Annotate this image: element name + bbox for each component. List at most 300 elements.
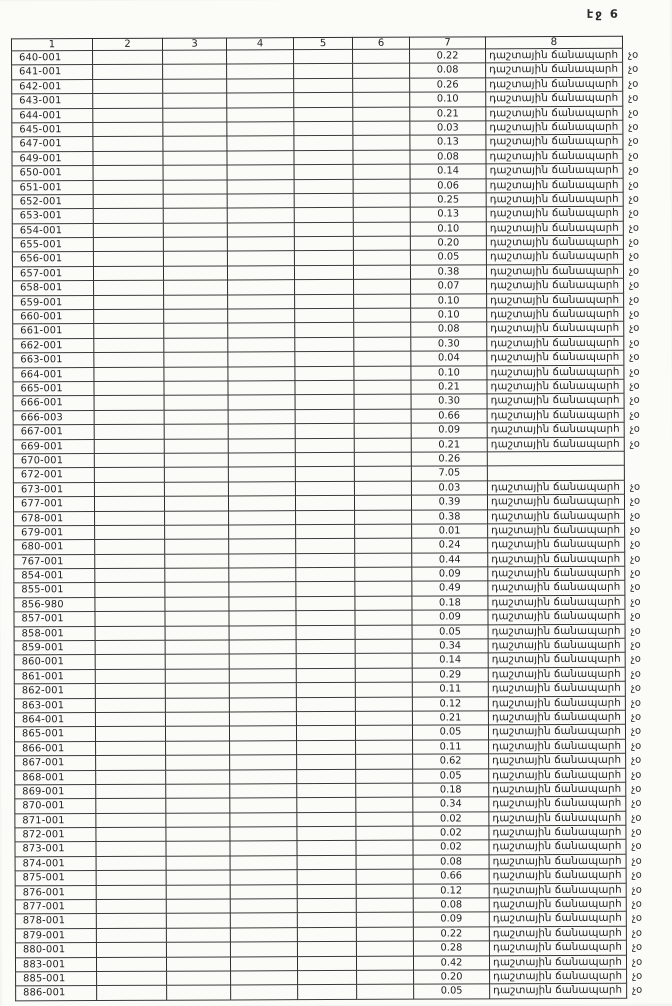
label-cell: դաշտային ճանապարհ	[488, 596, 625, 611]
label-cell: դաշտային ճանապարհ	[487, 178, 624, 193]
empty-cell	[93, 94, 163, 109]
empty-cell	[228, 180, 295, 195]
empty-cell	[94, 180, 164, 195]
code-cell: 862-001	[14, 684, 96, 699]
empty-cell	[297, 683, 356, 698]
code-cell: 654-001	[12, 224, 94, 239]
edge-fragment-text: չօ	[628, 193, 639, 205]
empty-cell	[230, 698, 297, 713]
edge-fragment-text: չօ	[628, 107, 639, 119]
empty-cell	[227, 50, 294, 65]
code-cell: 663-001	[12, 353, 94, 368]
empty-cell	[165, 410, 229, 425]
empty-cell	[229, 396, 296, 411]
empty-cell	[164, 309, 228, 324]
code-cell: 666-003	[13, 411, 95, 426]
empty-cell	[355, 424, 412, 439]
empty-cell	[93, 151, 163, 166]
empty-cell	[353, 136, 410, 151]
empty-cell	[165, 612, 229, 627]
value-cell: 0.24	[412, 539, 488, 554]
empty-cell	[228, 352, 295, 367]
empty-cell	[356, 784, 413, 799]
empty-cell	[167, 928, 231, 943]
empty-cell	[164, 324, 228, 339]
empty-cell	[164, 166, 228, 181]
value-cell: 0.25	[411, 193, 487, 208]
code-cell: 670-001	[13, 454, 95, 469]
empty-cell	[296, 453, 355, 468]
value-cell: 0.13	[411, 208, 487, 223]
value-cell: 0.10	[410, 93, 486, 108]
empty-cell	[357, 971, 414, 986]
empty-cell	[166, 799, 230, 814]
empty-cell	[164, 209, 228, 224]
value-cell: 0.08	[410, 64, 486, 79]
empty-cell	[355, 481, 412, 496]
empty-cell	[97, 885, 167, 900]
code-cell: 886-001	[15, 986, 97, 1001]
value-cell: 0.38	[411, 265, 487, 280]
edge-fragment-text: չօ	[631, 956, 643, 968]
value-cell: 0.14	[413, 654, 489, 669]
label-cell: դաշտային ճանապարհ	[488, 581, 625, 596]
empty-cell	[357, 985, 414, 1000]
empty-cell	[231, 885, 298, 900]
empty-cell	[355, 409, 412, 424]
empty-cell	[166, 842, 230, 857]
empty-cell	[298, 885, 357, 900]
empty-cell	[163, 79, 227, 94]
empty-cell	[356, 740, 413, 755]
empty-cell	[356, 697, 413, 712]
code-cell: 879-001	[15, 929, 97, 944]
empty-cell	[167, 943, 231, 958]
data-table	[11, 36, 672, 1002]
value-cell: 0.26	[410, 78, 486, 93]
empty-cell	[298, 928, 357, 943]
empty-cell	[230, 755, 297, 770]
empty-cell	[97, 972, 167, 987]
empty-cell	[165, 597, 229, 612]
empty-cell	[95, 497, 165, 512]
label-cell: դաշտային ճանապարհ	[490, 898, 627, 913]
empty-cell	[296, 525, 355, 540]
label-cell: դաշտային ճանապարհ	[487, 322, 624, 337]
label-cell: դաշտային ճանապարհ	[486, 49, 623, 64]
empty-cell	[97, 986, 167, 1001]
code-cell: 679-001	[13, 526, 95, 541]
empty-cell	[95, 540, 165, 555]
empty-cell	[229, 468, 296, 483]
empty-cell	[93, 65, 163, 80]
value-cell: 0.02	[413, 841, 489, 856]
empty-cell	[354, 337, 411, 352]
empty-cell	[297, 841, 356, 856]
label-cell: դաշտային ճանապարհ	[487, 236, 624, 251]
edge-fragment-text: չօ	[629, 279, 640, 291]
code-cell: 883-001	[15, 958, 97, 973]
edge-fragment-text: չօ	[631, 869, 642, 881]
edge-fragment-text: չօ	[631, 855, 642, 867]
empty-cell	[165, 468, 229, 483]
empty-cell	[355, 467, 412, 482]
empty-cell	[354, 309, 411, 324]
value-cell: 0.44	[412, 553, 488, 568]
value-cell: 0.49	[412, 582, 488, 597]
empty-cell	[355, 395, 412, 410]
empty-cell	[229, 539, 296, 554]
empty-cell	[230, 770, 297, 785]
edge-fragment-text: չօ	[630, 726, 642, 738]
code-cell: 645-001	[11, 123, 93, 138]
code-cell: 640-001	[11, 51, 93, 66]
label-cell: դաշտային ճանապարհ	[487, 293, 624, 308]
edge-fragment-text: չօ	[631, 941, 643, 953]
label-cell: դաշտային ճանապարհ	[486, 92, 623, 107]
empty-cell	[229, 597, 296, 612]
value-cell: 0.05	[413, 726, 489, 741]
empty-cell	[297, 827, 356, 842]
value-cell: 0.02	[413, 812, 489, 827]
empty-cell	[298, 870, 357, 885]
empty-cell	[95, 454, 165, 469]
empty-cell	[356, 640, 413, 655]
edge-fragment-text: չօ	[632, 985, 643, 997]
label-cell: դաշտային ճանապարհ	[489, 739, 626, 754]
empty-cell	[229, 496, 296, 511]
empty-cell	[296, 482, 355, 497]
empty-cell	[166, 741, 230, 756]
code-cell: 856-980	[13, 598, 95, 613]
value-cell: 0.21	[411, 380, 487, 395]
empty-cell	[295, 323, 354, 338]
empty-cell	[355, 496, 412, 511]
empty-cell	[296, 611, 355, 626]
empty-cell	[297, 712, 356, 727]
empty-cell	[295, 367, 354, 382]
label-cell: դաշտային ճանապարհ	[486, 63, 623, 78]
empty-cell	[164, 194, 228, 209]
empty-cell	[227, 93, 294, 108]
empty-cell	[165, 511, 229, 526]
empty-cell	[298, 899, 357, 914]
empty-cell	[356, 769, 413, 784]
value-cell: 0.12	[414, 884, 490, 899]
label-cell: դաշտային ճանապարհ	[488, 480, 625, 495]
empty-cell	[164, 252, 228, 267]
value-cell: 0.08	[414, 898, 490, 913]
edge-fragment-text: չօ	[631, 841, 642, 853]
label-cell: դաշտային ճանապարհ	[489, 840, 626, 855]
label-cell: դաշտային ճանապարհ	[490, 941, 627, 956]
label-cell: դաշտային ճանապարհ	[490, 869, 627, 884]
empty-cell	[166, 698, 230, 713]
label-cell: դաշտային ճանապարհ	[489, 624, 626, 639]
empty-cell	[94, 324, 164, 339]
empty-cell	[294, 79, 353, 94]
empty-cell	[356, 827, 413, 842]
empty-cell	[297, 784, 356, 799]
empty-cell	[166, 828, 230, 843]
empty-cell	[298, 913, 357, 928]
value-cell: 0.62	[413, 754, 489, 769]
edge-fragment-text: չօ	[629, 308, 640, 320]
edge-fragment-text: չօ	[631, 740, 642, 752]
edge-fragment-text: չօ	[629, 323, 640, 335]
code-cell: 642-001	[11, 80, 93, 95]
empty-cell	[167, 914, 231, 929]
empty-cell	[354, 323, 411, 338]
empty-cell	[353, 150, 410, 165]
label-cell: դաշտային ճանապարհ	[489, 826, 626, 841]
empty-cell	[297, 813, 356, 828]
empty-cell	[164, 281, 228, 296]
label-cell: դաշտային ճանապարհ	[487, 308, 624, 323]
empty-cell	[297, 769, 356, 784]
label-cell: դաշտային ճանապարհ	[488, 567, 625, 582]
empty-cell	[96, 813, 166, 828]
empty-cell	[228, 208, 295, 223]
empty-cell	[356, 712, 413, 727]
empty-cell	[164, 367, 228, 382]
value-cell: 0.09	[414, 913, 490, 928]
empty-cell	[353, 122, 410, 137]
empty-cell	[97, 900, 167, 915]
empty-cell	[227, 137, 294, 152]
column-header-7: 7	[410, 36, 486, 49]
empty-cell	[297, 640, 356, 655]
empty-cell	[353, 93, 410, 108]
empty-cell	[94, 238, 164, 253]
empty-cell	[357, 956, 414, 971]
empty-cell	[354, 194, 411, 209]
edge-fragment-text: չօ	[629, 438, 640, 450]
empty-cell	[354, 280, 411, 295]
empty-cell	[296, 597, 355, 612]
empty-cell	[166, 784, 230, 799]
empty-cell	[93, 108, 163, 123]
empty-cell	[353, 64, 410, 79]
edge-fragment-text: չօ	[630, 510, 641, 522]
value-cell: 0.10	[411, 308, 487, 323]
empty-cell	[97, 943, 167, 958]
empty-cell	[357, 927, 414, 942]
value-cell: 0.06	[411, 179, 487, 194]
empty-cell	[96, 799, 166, 814]
edge-fragment-text: չօ	[628, 136, 639, 148]
code-cell: 650-001	[12, 166, 94, 181]
empty-cell	[294, 93, 353, 108]
edge-fragment-text: չօ	[630, 711, 642, 723]
label-cell: դաշտային ճանապարհ	[489, 653, 626, 668]
column-header-1: 1	[11, 38, 93, 51]
empty-cell	[94, 166, 164, 181]
empty-cell	[355, 553, 412, 568]
empty-cell	[355, 539, 412, 554]
empty-cell	[297, 669, 356, 684]
empty-cell	[298, 985, 357, 1000]
code-cell: 854-001	[13, 569, 95, 584]
empty-cell	[357, 856, 414, 871]
edge-fragment-text: չօ	[629, 351, 640, 363]
code-cell: 864-001	[14, 713, 96, 728]
code-cell: 677-001	[13, 497, 95, 512]
label-cell: դաշտային ճանապարհ	[486, 149, 623, 164]
empty-cell	[95, 396, 165, 411]
code-cell: 656-001	[12, 253, 94, 268]
empty-cell	[164, 295, 228, 310]
empty-cell	[228, 165, 295, 180]
edge-fragment-text: չօ	[628, 164, 639, 176]
value-cell: 0.08	[411, 323, 487, 338]
empty-cell	[295, 165, 354, 180]
edge-fragment-text: չօ	[630, 639, 641, 651]
label-cell: դաշտային ճանապարհ	[487, 380, 624, 395]
empty-cell	[94, 353, 164, 368]
empty-cell	[228, 367, 295, 382]
empty-cell	[167, 900, 231, 915]
empty-cell	[355, 453, 412, 468]
value-cell: 0.22	[414, 927, 490, 942]
value-cell: 0.66	[412, 409, 488, 424]
empty-cell	[295, 223, 354, 238]
edge-fragment-text: չօ	[630, 697, 642, 709]
empty-cell	[354, 251, 411, 266]
value-cell: 0.18	[412, 596, 488, 611]
edge-fragment-text: չօ	[630, 553, 641, 565]
empty-cell	[356, 755, 413, 770]
code-cell: 885-001	[15, 972, 97, 987]
empty-cell	[295, 208, 354, 223]
empty-cell	[227, 108, 294, 123]
code-cell: 649-001	[11, 152, 93, 167]
label-cell	[488, 452, 625, 467]
empty-cell	[356, 625, 413, 640]
empty-cell	[97, 871, 167, 886]
value-cell: 0.08	[414, 855, 490, 870]
label-cell: դաշտային ճանապարհ	[489, 682, 626, 697]
column-header-5: 5	[294, 37, 353, 50]
empty-cell	[229, 525, 296, 540]
empty-cell	[231, 856, 298, 871]
empty-cell	[167, 986, 231, 1001]
empty-cell	[296, 510, 355, 525]
empty-cell	[94, 367, 164, 382]
label-cell: դաշտային ճանապարհ	[489, 783, 626, 798]
code-cell: 767-001	[13, 555, 95, 570]
empty-cell	[166, 727, 230, 742]
code-cell: 666-001	[13, 396, 95, 411]
empty-cell	[296, 539, 355, 554]
empty-cell	[298, 957, 357, 972]
value-cell: 0.66	[414, 870, 490, 885]
code-cell: 861-001	[14, 670, 96, 685]
edge-fragment-text: չօ	[631, 783, 642, 795]
edge-fragment-text: չօ	[631, 913, 642, 925]
empty-cell	[230, 669, 297, 684]
edge-fragment-text: չօ	[630, 538, 641, 550]
empty-cell	[165, 540, 229, 555]
label-cell: դաշտային ճանապարհ	[488, 394, 625, 409]
code-cell: 673-001	[13, 483, 95, 498]
empty-cell	[229, 453, 296, 468]
code-cell: 655-001	[12, 238, 94, 253]
empty-cell	[228, 295, 295, 310]
empty-cell	[227, 151, 294, 166]
empty-cell	[96, 727, 166, 742]
column-header-3: 3	[163, 37, 227, 50]
table-body	[11, 49, 672, 1002]
label-cell: դաշտային ճանապարհ	[487, 279, 624, 294]
edge-fragment-text	[625, 466, 671, 481]
empty-cell	[357, 884, 414, 899]
empty-cell	[228, 266, 295, 281]
empty-cell	[231, 971, 298, 986]
empty-cell	[294, 151, 353, 166]
empty-cell	[354, 237, 411, 252]
code-cell: 644-001	[11, 109, 93, 124]
empty-cell	[227, 65, 294, 80]
empty-cell	[354, 366, 411, 381]
empty-cell	[229, 439, 296, 454]
empty-cell	[357, 942, 414, 957]
empty-cell	[355, 510, 412, 525]
code-cell: 653-001	[12, 209, 94, 224]
edge-fragment-text: չօ	[629, 423, 640, 435]
empty-cell	[355, 582, 412, 597]
empty-cell	[228, 252, 295, 267]
empty-cell	[93, 80, 163, 95]
code-cell: 672-001	[13, 468, 95, 483]
empty-cell	[164, 180, 228, 195]
column-header-6: 6	[353, 37, 410, 50]
empty-cell	[93, 123, 163, 138]
empty-cell	[295, 280, 354, 295]
edge-fragment-text: չօ	[631, 754, 642, 766]
empty-cell	[96, 684, 166, 699]
label-cell: դաշտային ճանապարհ	[488, 495, 625, 510]
code-cell: 643-001	[11, 94, 93, 109]
empty-cell	[96, 641, 166, 656]
empty-cell	[95, 554, 165, 569]
code-cell: 855-001	[13, 584, 95, 599]
value-cell: 0.09	[412, 611, 488, 626]
label-cell: դաշտային ճանապարհ	[486, 135, 623, 150]
empty-cell	[295, 251, 354, 266]
empty-cell	[166, 626, 230, 641]
empty-cell	[96, 655, 166, 670]
empty-cell	[95, 411, 165, 426]
empty-cell	[94, 281, 164, 296]
value-cell: 0.05	[414, 985, 490, 1000]
code-cell: 878-001	[15, 914, 97, 929]
empty-cell	[165, 396, 229, 411]
empty-cell	[230, 827, 297, 842]
empty-cell	[231, 957, 298, 972]
empty-cell	[165, 583, 229, 598]
empty-cell	[228, 324, 295, 339]
label-cell: դաշտային ճանապարհ	[489, 668, 626, 683]
code-cell: 651-001	[12, 181, 94, 196]
edge-fragment-text: չօ	[629, 366, 640, 378]
label-cell: դաշտային ճանապարհ	[486, 106, 623, 121]
value-cell: 0.04	[411, 352, 487, 367]
empty-cell	[230, 626, 297, 641]
empty-cell	[354, 352, 411, 367]
empty-cell	[164, 223, 228, 238]
empty-cell	[357, 899, 414, 914]
